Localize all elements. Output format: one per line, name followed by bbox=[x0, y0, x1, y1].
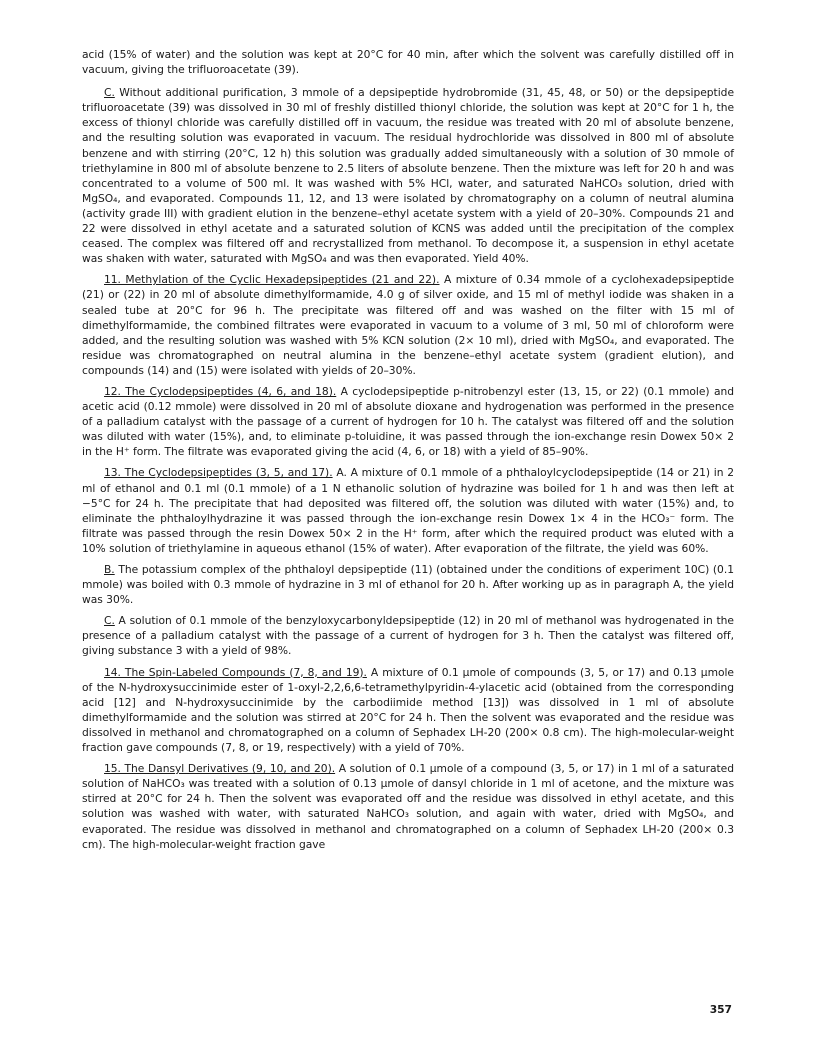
paragraph-body: A mixture of 0.1 μmole of compounds (3, 5, or 17) and 0.13 μmole of the N-hydroxysuccinimide ester of 1-oxyl-2,2,6,6-tetramethylpyridin-4-ylacetic acid (obtained from the corresponding acid [12] and N-hydroxysuccinimide by the carbodiimide method [13]) was dissolved in 1 ml of absolute dimethylformamide and the solution was stirred at 20°C for 24 h. Then the solvent was evaporated and the residue was dissolved in methanol and chromatographed on a column of Sephadex LH-20 (200× 0.8 cm). The high-molecular-weight fraction gave compounds (7, 8, or 19, respectively) with a yield of 70%. bbox=[82, 665, 734, 755]
paragraph-body: A mixture of 0.34 mmole of a cyclohexadepsipeptide (21) or (22) in 20 ml of absolute dimethylformamide, 4.0 g of silver oxide, and 15 ml of methyl iodide was shaken in a sealed tube at 20°C for 96 h. The precipitate was filtered off and was washed on the filter with 15 ml of dimethylformamide, the combined filtrates were evaporated in vacuum to a volume of 3 ml, 50 ml of chloroform were added, and the resulting solution was washed with 5% KCN solution (2× 10 ml), dried with MgSO₄, and evaporated. The residue was chromatographed on neutral alumina in the benzene–ethyl acetate system (gradient elution), and compounds (14) and (15) were isolated with yields of 20–30%. bbox=[82, 273, 734, 377]
section-heading: C. bbox=[104, 614, 115, 628]
paragraph-section-13b bbox=[82, 562, 734, 607]
section-heading: 11. Methylation of the Cyclic Hexadepsipeptides (21 and 22). bbox=[104, 273, 440, 287]
paragraph-body: A solution of 0.1 mmole of the benzyloxycarbonyldepsipeptide (12) in 20 ml of methanol was hydrogenated in the presence of a palladium catalyst with the passage of a current of hydrogen for 3 h. Then the catalyst was filtered off, giving substance 3 with a yield of 98%. bbox=[82, 614, 734, 658]
paragraph-body: A cyclodepsipeptide p-nitrobenzyl ester (13, 15, or 22) (0.1 mmole) and acetic acid (0.12 mmole) were dissolved in 20 ml of absolute dioxane and hydrogenation was performed in the presence of a palladium catalyst with the passage of a current of hydrogen for 10 h. The catalyst was filtered off and the solution was diluted with water (15%), and, to eliminate p-toluidine, it was passed through the ion-exchange resin Dowex 50× 2 in the H⁺ form. The filtrate was evaporated giving the acid (4, 6, or 18) with a yield of 85–90%. bbox=[82, 384, 734, 459]
paragraph-section-14 bbox=[82, 665, 734, 756]
section-heading: B. bbox=[104, 563, 115, 576]
paragraph-body: acid (15% of water) and the solution was kept at 20°C for 40 min, after which the solvent was carefully distilled off in vacuum, giving the trifluoroacetate (39). bbox=[82, 48, 734, 77]
section-heading: 13. The Cyclodepsipeptides (3, 5, and 17). bbox=[104, 466, 333, 480]
paragraph-procedure-10c bbox=[82, 85, 734, 266]
paragraph-body: A. A mixture of 0.1 mmole of a phthaloylcyclodepsipeptide (14 or 21) in 2 ml of ethanol and 0.1 ml (0.1 mmole) of a 1 N ethanolic solution of hydrazine was boiled for 1 h and was then left at −5°C for 24 h. The precipitate that had deposited was filtered off, the solution was diluted with water (15%) and, to eliminate the phthaloylhydrazine it was passed through the ion-exchange resin Dowex 1× 4 in the HCO₃⁻ form. The filtrate was passed through the resin Dowex 50× 2 in the H⁺ form, after which the required product was eluted with a 10% solution of triethylamine in aqueous ethanol (15% of water). After evaporation of the filtrate, the yield was 60%. bbox=[82, 466, 735, 555]
section-heading: C. bbox=[104, 86, 115, 100]
page-number: 357 bbox=[709, 1003, 732, 1016]
paragraph-body: The potassium complex of the phthaloyl depsipeptide (11) (obtained under the conditions of experiment 10C) (0.1 mmole) was boiled with 0.3 mmole of hydrazine in 3 ml of ethanol for 20 h. After working up as in paragraph A, the yield was 30%. bbox=[82, 563, 734, 607]
paragraph-section-12 bbox=[82, 384, 734, 459]
paragraph-body: Without additional purification, 3 mmole of a depsipeptide hydrobromide (31, 45, 48, or 50) or the depsipeptide trifluoroacetate (39) was dissolved in 30 ml of freshly distilled thionyl chloride, the solution was kept at 20°C for 1 h, the excess of thionyl chloride was carefully distilled off in vacuum, the residue was treated with 20 ml of absolute benzene, and the resulting solution was evaporated in vacuum. The residual hydrochloride was dissolved in 800 ml of absolute benzene and with stirring (20°C, 12 h) this solution was gradually added simultaneously with a solution of 30 mmole of triethylamine in 800 ml of absolute benzene to 2.5 liters of absolute benzene. Then the mixture was left for 20 h and was concentrated to a volume of 500 ml. It was washed with 5% HCl, water, and saturated NaHCO₃ solution, dried with MgSO₄, and evaporated. Compounds 11, 12, and 13 were isolated by chromatography on a column of neutral alumina (activity grade III) with gradient elution in the benzene–ethyl acetate system with a yield of 20–30%. Compounds 21 and 22 were dissolved in ethyl acetate and a saturated solution of KCNS was added until the precipitation of the complex ceased. The complex was filtered off and recrystallized from methanol. To decompose it, a suspension in ethyl acetate was shaken with water, saturated with MgSO₄ and was then evaporated. Yield 40%. bbox=[82, 86, 734, 266]
section-heading: 12. The Cyclodepsipeptides (4, 6, and 18). bbox=[104, 384, 337, 398]
paragraph-section-15 bbox=[82, 761, 734, 852]
paragraph-continuation bbox=[82, 47, 734, 77]
paragraph-section-13c bbox=[82, 613, 734, 658]
paragraph-section-11 bbox=[82, 272, 734, 378]
paragraph-body: A solution of 0.1 μmole of a compound (3, 5, or 17) in 1 ml of a saturated solution of NaHCO₃ was treated with a solution of 0.13 μmole of dansyl chloride in 1 ml of acetone, and the mixture was stirred at 20°C for 24 h. Then the solvent was evaporated off and the residue was dissolved in ethyl acetate, and this solution was washed with water, with saturated NaHCO₃ solution, and again with water, dried with MgSO₄, and evaporated. The residue was dissolved in methanol and chromatographed on a column of Sephadex LH-20 (200× 0.3 cm). The high-molecular-weight fraction gave bbox=[82, 762, 734, 851]
section-heading: 15. The Dansyl Derivatives (9, 10, and 20). bbox=[104, 762, 336, 776]
paragraph-section-13a bbox=[82, 465, 734, 556]
section-heading: 14. The Spin-Labeled Compounds (7, 8, and 19). bbox=[104, 665, 367, 679]
